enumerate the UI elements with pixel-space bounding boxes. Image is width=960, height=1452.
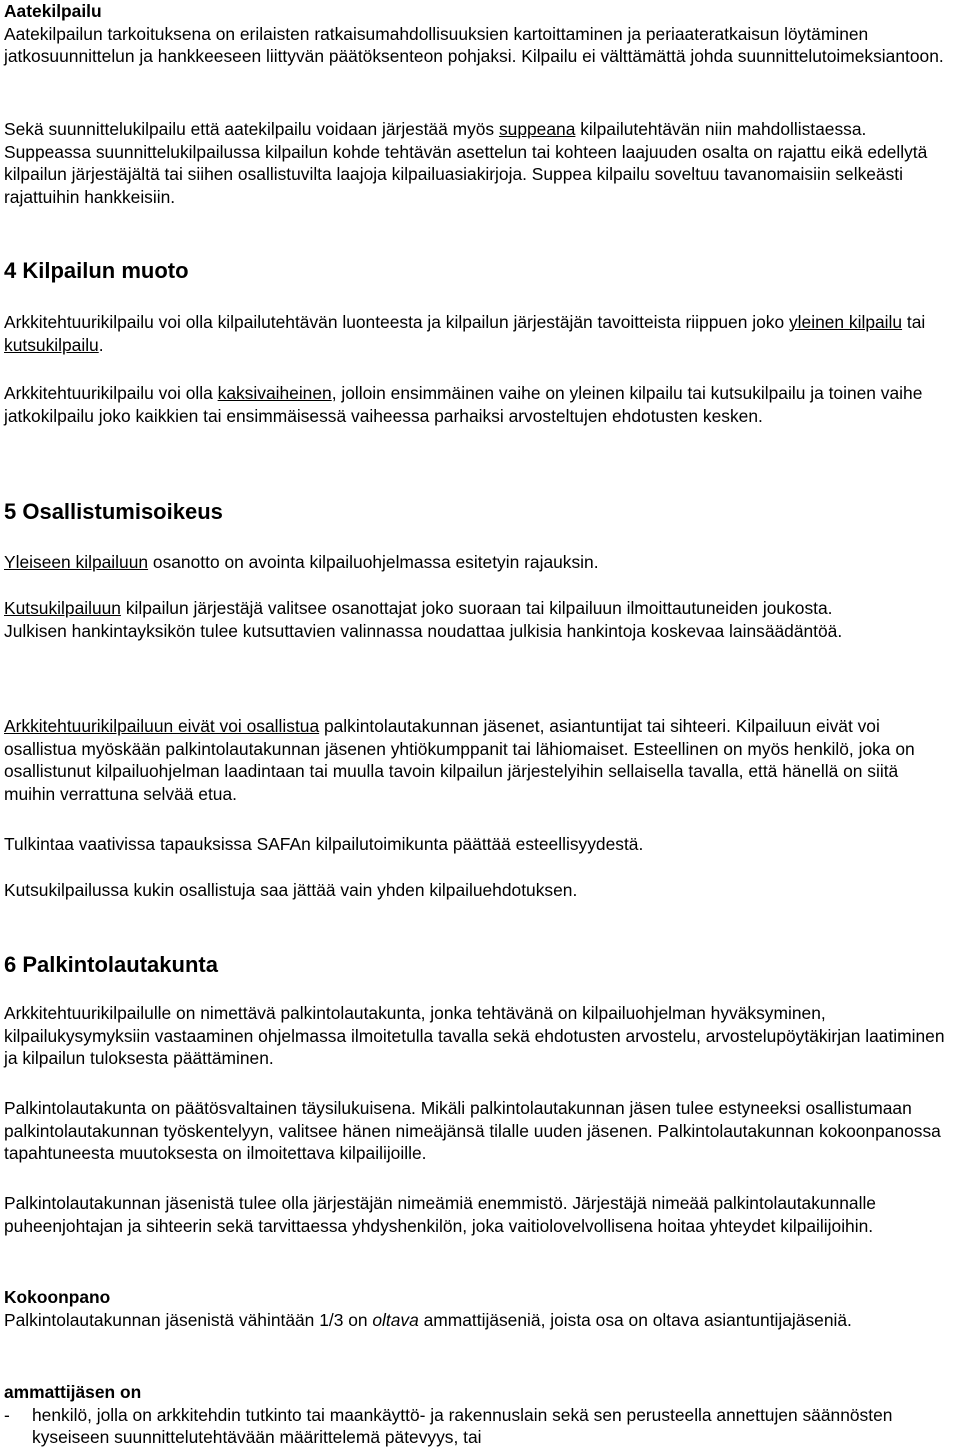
text-run: kilpailutehtävän niin mahdollistaessa. Suppeassa suunnittelukilpailussa kilpailun kohde tehtävän asettelun tai kohteen laajuuden osalta on rajattu eikä edellytä kilpailun järjestäjältä tai siihen osallistuvilta laajoja kilpailuasiakirjoja. Suppea kilpailu soveltuu tavanomaisiin selkeästi rajattuihin hankkeisiin. bbox=[4, 119, 928, 207]
paragraph-suppea bbox=[4, 118, 954, 208]
paragraph-text: Julkisen hankintayksikön tulee kutsuttavien valinnassa noudattaa julkisia hankintoja koskevaa lainsäädäntöä. bbox=[4, 620, 843, 641]
underlined-term: Arkkitehtuurikilpailuun eivät voi osallistua bbox=[4, 716, 320, 736]
paragraph bbox=[4, 715, 954, 805]
paragraph bbox=[4, 1097, 954, 1165]
underlined-term: kutsukilpailu bbox=[4, 334, 99, 355]
underlined-term: yleinen kilpailu bbox=[788, 312, 903, 332]
paragraph-text: Arkkitehtuurikilpailulle on nimettävä palkintolautakunta, jonka tehtävänä on kilpailuohjelman hyväksyminen, kilpailukysymyksiin vastaaminen ohjelmassa ilmoitetulla tavalla sekä ehdotusten arvostelu, arvostelupöytäkirjan laatiminen ja kilpailun tuloksesta päättäminen. bbox=[4, 1003, 945, 1069]
dash-bullet: - bbox=[4, 1404, 10, 1425]
text-run: Palkintolautakunnan jäsenistä vähintään 1/3 on bbox=[4, 1309, 373, 1330]
text-run: tai bbox=[902, 312, 926, 332]
text-run: , jolloin ensimmäinen vaihe on yleinen kilpailu tai kutsukilpailu ja toinen vaihe jatkokilpailu joko kaikkien tai ensimmäisessä vaiheessa parhaiksi arvosteltujen ehdotusten kesken. bbox=[4, 383, 923, 426]
paragraph bbox=[4, 118, 954, 208]
paragraph bbox=[4, 597, 954, 642]
text-run: osanotto on avointa kilpailuohjelmassa esitetyin rajauksin. bbox=[148, 552, 599, 572]
underlined-term: kaksivaiheinen bbox=[217, 383, 332, 403]
paragraph-text: Palkintolautakunta on päätösvaltainen täysilukuisena. Mikäli palkintolautakunnan jäsen tulee estyneeksi osallistumaan palkintolautakunnan työskentelyyn, valitsee hänen nimeäjänsä tilalle uuden jäsenen. Palkintolautakunnan kokoonpanossa tapahtuneesta muutoksesta on ilmoitettava kilpailijoille. bbox=[4, 1098, 941, 1164]
text-run: ammattijäseniä, joista osa on oltava asiantuntijajäseniä. bbox=[418, 1309, 852, 1330]
section-6 bbox=[4, 952, 954, 978]
paragraph-text: Tulkintaa vaativissa tapauksissa SAFAn kilpailutoimikunta päättää esteellisyydestä. bbox=[4, 834, 644, 854]
paragraph bbox=[4, 879, 954, 902]
subsection-ammattijasen bbox=[4, 1381, 954, 1449]
paragraph-text bbox=[4, 382, 954, 427]
paragraph-text bbox=[4, 715, 954, 805]
underlined-term: Yleiseen kilpailuun bbox=[4, 552, 149, 572]
section-4 bbox=[4, 258, 954, 284]
underlined-term: Kutsukilpailuun bbox=[4, 598, 121, 618]
text-run: Arkkitehtuurikilpailu voi olla bbox=[4, 383, 218, 403]
paragraph-text bbox=[4, 1309, 954, 1332]
subsection-kokoonpano bbox=[4, 1286, 954, 1331]
paragraph bbox=[4, 1002, 954, 1070]
paragraph-text: Kutsukilpailussa kukin osallistuja saa jättää vain yhden kilpailuehdotuksen. bbox=[4, 880, 578, 900]
section-heading: 4 Kilpailun muoto bbox=[4, 258, 189, 283]
paragraph bbox=[4, 833, 954, 856]
section-5 bbox=[4, 499, 954, 525]
paragraph bbox=[4, 1192, 954, 1237]
paragraph bbox=[4, 551, 954, 574]
text-run: kilpailun järjestäjä valitsee osanottajat joko suoraan tai kilpailuun ilmoittautuneiden joukosta. bbox=[120, 598, 833, 618]
list-item bbox=[4, 1404, 954, 1449]
paragraph-text bbox=[4, 311, 954, 356]
text-run: Arkkitehtuurikilpailu voi olla kilpailutehtävän luonteesta ja kilpailun järjestäjän tavoitteista riippuen joko bbox=[4, 312, 789, 332]
paragraph bbox=[4, 382, 954, 427]
paragraph: Aatekilpailun tarkoituksena on erilaisten ratkaisumahdollisuuksien kartoittaminen ja periaateratkaisun löytäminen jatkosuunnittelun ja hankkeeseen liittyvän päätöksenteon pohjaksi. Kilpailu ei välttämättä johda suunnittelutoimeksiantoon. bbox=[4, 23, 944, 67]
section-aatekilpailu bbox=[4, 0, 954, 68]
paragraph-text bbox=[4, 597, 954, 620]
text-run: palkintolautakunnan jäsenet, asiantuntijat tai sihteeri. Kilpailuun eivät voi osallistua myöskään palkintolautakunnan jäsenen yhtiökumppanit tai lähiomaiset. Esteellinen on myös henkilö, joka on osallistunut kilpailuohjelman laadintaan tai muulla tavoin kilpailun järjestelyihin sellaisella tavalla, että hänellä on siitä muihin verrattuna selvää etua. bbox=[4, 716, 915, 804]
paragraph bbox=[4, 311, 954, 356]
subsection-title: ammattijäsen on bbox=[4, 1382, 142, 1402]
text-run: . bbox=[98, 334, 104, 355]
paragraph-text bbox=[4, 551, 954, 574]
section-heading: 6 Palkintolautakunta bbox=[4, 952, 218, 977]
underlined-term: suppeana bbox=[498, 119, 576, 139]
section-heading: 5 Osallistumisoikeus bbox=[4, 499, 223, 524]
list-item-text: henkilö, jolla on arkkitehdin tutkinto tai maankäyttö- ja rakennuslain sekä sen perusteella annettujen säännösten kyseiseen suunnittelutehtävään määrittelemä pätevyys, tai bbox=[32, 1404, 893, 1448]
section-title: Aatekilpailu bbox=[4, 1, 102, 21]
italic-term: oltava bbox=[372, 1309, 419, 1330]
paragraph-text: Palkintolautakunnan jäsenistä tulee olla järjestäjän nimeämiä enemmistö. Järjestäjä nimeää palkintolautakunnalle puheenjohtajan ja sihteerin sekä tarvittaessa yhdyshenkilön, joka vaitiolovelvollisena hoitaa yhteydet kilpailijoihin. bbox=[4, 1193, 876, 1236]
text-run: Sekä suunnittelukilpailu että aatekilpailu voidaan järjestää myös bbox=[4, 119, 499, 139]
subsection-title: Kokoonpano bbox=[4, 1287, 111, 1307]
